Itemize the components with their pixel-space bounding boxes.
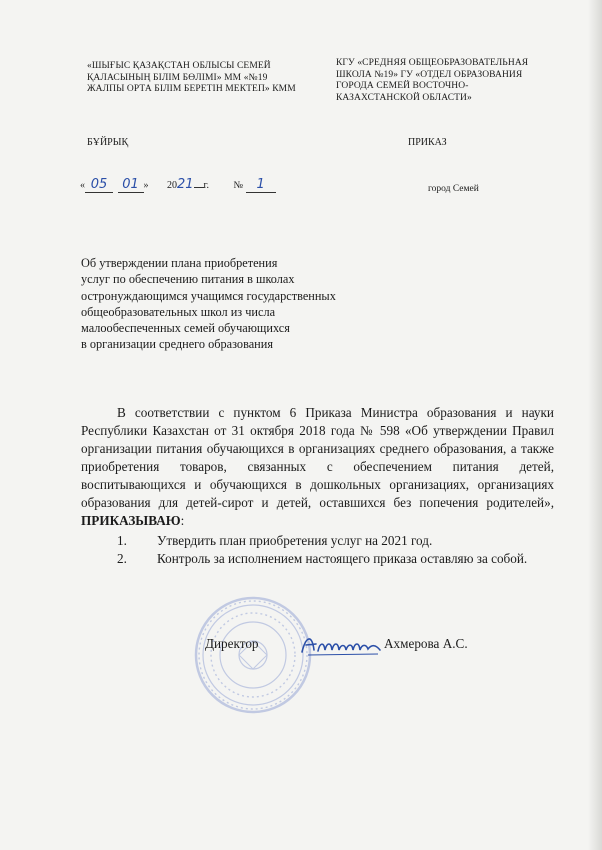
subject-line: общеобразовательных школ из числа	[81, 304, 276, 319]
order-title-ru: ПРИКАЗ	[408, 137, 447, 148]
command-word: ПРИКАЗЫВАЮ	[81, 513, 181, 528]
director-title: Директор	[205, 636, 259, 651]
list-item	[117, 550, 527, 568]
list-number: 2.	[117, 551, 127, 566]
header-kz-line: ЖАЛПЫ ОРТА БІЛІМ БЕРЕТІН МЕКТЕП» КММ	[87, 84, 296, 94]
order-number: 1	[256, 177, 265, 192]
date-year-suffix: 21	[177, 177, 194, 192]
command-colon: :	[180, 513, 185, 528]
date-close-quote: »	[143, 180, 149, 191]
order-title-kz: БҰЙРЫҚ	[87, 137, 129, 148]
date-year-unit: г.	[203, 180, 210, 191]
list-text: Утвердить план приобретения услуг на 2021 год.	[157, 533, 433, 548]
date-year-prefix: 20	[167, 180, 177, 191]
subject-line: в организации среднего образования	[81, 337, 273, 352]
header-ru-line: ГОРОДА СЕМЕЙ ВОСТОЧНО-	[336, 81, 469, 91]
header-ru-line: КГУ «СРЕДНЯЯ ОБЩЕОБРАЗОВАТЕЛЬНАЯ	[336, 58, 529, 68]
header-kz-line: ҚАЛАСЫНЫҢ БІЛІМ БӨЛІМІ» ММ «№19	[87, 72, 268, 83]
signature-handwritten	[298, 630, 384, 658]
order-subject	[81, 255, 336, 353]
subject-line: услуг по обеспечению питания в школах	[81, 272, 295, 287]
order-list	[117, 532, 527, 568]
list-text: Контроль за исполнением настоящего приказа оставляю за собой.	[157, 551, 528, 566]
header-russian	[336, 58, 546, 104]
header-ru-line: ШКОЛА №19» ГУ «ОТДЕЛ ОБРАЗОВАНИЯ	[336, 69, 523, 80]
scan-edge-shadow	[588, 0, 602, 850]
round-stamp-icon	[193, 595, 313, 715]
subject-line: остронуждающимся учащимся государственных	[81, 288, 336, 303]
body-paragraph-text: В соответствии с пунктом 6 Приказа Министра образования и науки Республики Казахстан от 31 октября 2018 года № 598 «Об утверждении Правил организации питания обучающихся в организациях среднего образования, а также приобретения товаров, связанных с обеспечением питания детей, воспитывающихся и обучающихся в дошкольных организациях, организациях образования для детей-сирот и детей, оставшихся без попечения родителей»,	[81, 405, 554, 510]
city: город Семей	[428, 184, 479, 194]
header-kz-line: «ШЫҒЫС ҚАЗАҚСТАН ОБЛЫСЫ СЕМЕЙ	[87, 61, 271, 71]
header-kazakh	[87, 61, 302, 96]
list-item	[117, 532, 527, 550]
list-number: 1.	[117, 533, 127, 548]
date-open-quote: «	[80, 180, 85, 191]
body-paragraph	[81, 404, 554, 530]
date-month: 01	[122, 177, 139, 192]
order-date	[80, 177, 276, 193]
number-sign: №	[233, 180, 244, 191]
subject-line: малообеспеченных семей обучающихся	[81, 321, 290, 336]
header-ru-line: КАЗАХСТАНСКОЙ ОБЛАСТИ»	[336, 92, 472, 103]
director-name: Ахмерова А.С.	[384, 636, 468, 651]
order-body	[81, 404, 554, 530]
date-day: 05	[90, 177, 108, 192]
subject-line: Об утверждении плана приобретения	[81, 256, 278, 270]
